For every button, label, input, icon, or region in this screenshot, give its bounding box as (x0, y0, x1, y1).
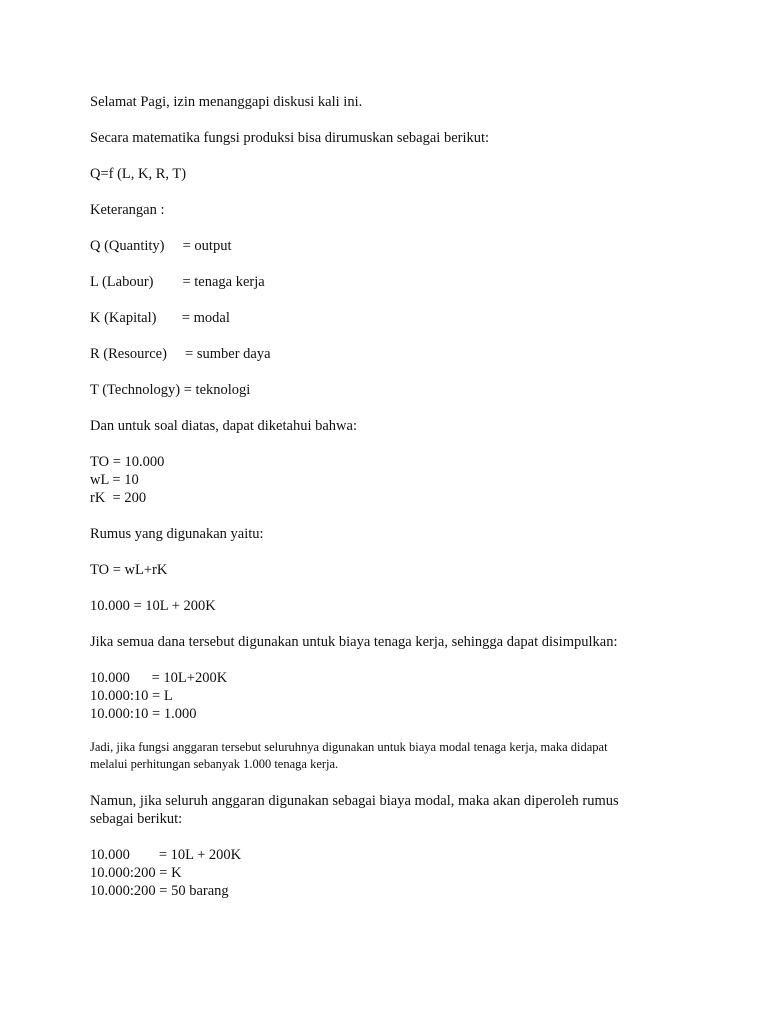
labor-step-3: 10.000:10 = 1.000 (90, 706, 197, 722)
definition-labour: L (Labour) = tenaga kerja (90, 274, 265, 290)
labor-conclusion-line-2: melalui perhitungan sebanyak 1.000 tenaga kerja. (90, 757, 339, 771)
capital-step-2: 10.000:200 = K (90, 865, 182, 881)
keterangan-label: Keterangan : (90, 202, 165, 218)
definition-technology: T (Technology) = teknologi (90, 382, 251, 398)
known-intro-text: Dan untuk soal diatas, dapat diketahui bahwa: (90, 418, 357, 434)
intro-text: Secara matematika fungsi produksi bisa dirumuskan sebagai berikut: (90, 130, 490, 146)
definition-quantity: Q (Quantity) = output (90, 238, 232, 254)
capital-case-intro-line-1: Namun, jika seluruh anggaran digunakan sebagai biaya modal, maka akan diperoleh rumus (90, 793, 619, 809)
known-value-to: TO = 10.000 (90, 454, 165, 470)
definition-kapital: K (Kapital) = modal (90, 310, 230, 326)
capital-step-3: 10.000:200 = 50 barang (90, 883, 229, 899)
labor-step-1: 10.000 = 10L+200K (90, 670, 228, 686)
substitution-formula: 10.000 = 10L + 200K (90, 598, 216, 614)
labor-case-intro: Jika semua dana tersebut digunakan untuk biaya tenaga kerja, sehingga dapat disimpulkan: (90, 634, 618, 650)
known-value-wl: wL = 10 (90, 472, 139, 488)
greeting-text: Selamat Pagi, izin menanggapi diskusi kali ini. (90, 94, 363, 110)
rumus-label: Rumus yang digunakan yaitu: (90, 526, 264, 542)
labor-step-2: 10.000:10 = L (90, 688, 173, 704)
capital-step-1: 10.000 = 10L + 200K (90, 847, 242, 863)
production-function-formula: Q=f (L, K, R, T) (90, 166, 187, 182)
definition-resource: R (Resource) = sumber daya (90, 346, 271, 362)
known-value-rk: rK = 200 (90, 490, 147, 506)
labor-conclusion-line-1: Jadi, jika fungsi anggaran tersebut seluruhnya digunakan untuk biaya modal tenaga kerja, maka didapat (90, 740, 608, 754)
rumus-formula: TO = wL+rK (90, 562, 168, 578)
capital-case-intro-line-2: sebagai berikut: (90, 811, 183, 827)
